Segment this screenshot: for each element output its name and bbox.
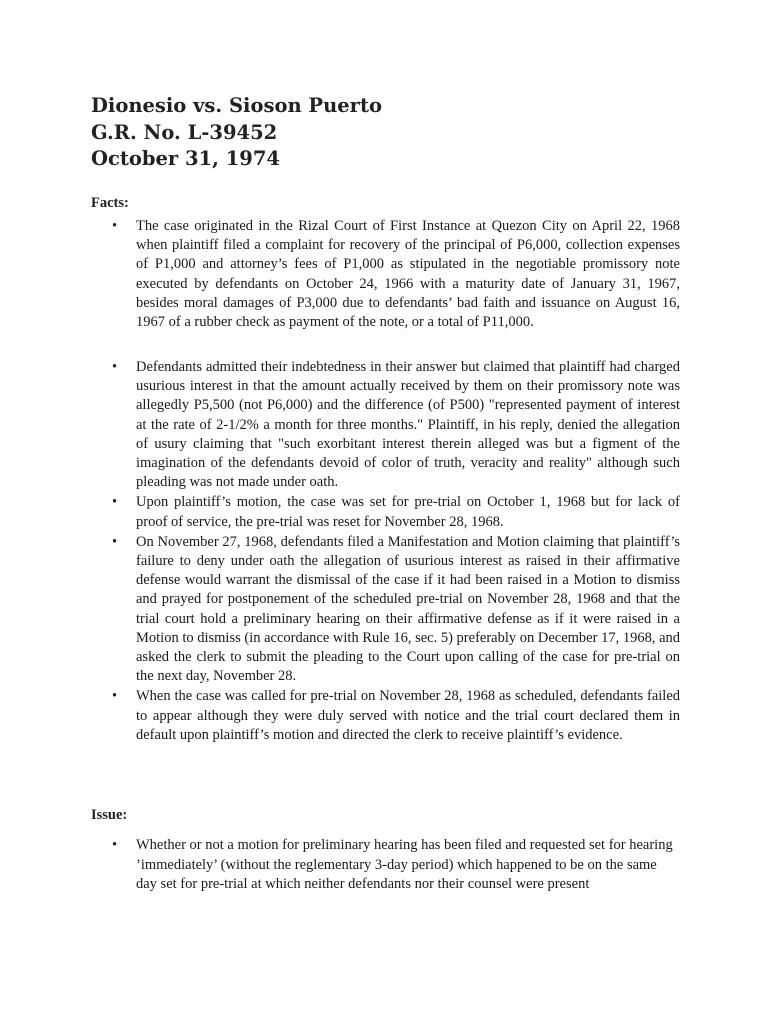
list-item: [0, 836, 680, 895]
case-name: Dionesio vs. Sioson Puerto: [91, 94, 382, 117]
facts-list: [0, 217, 768, 332]
facts-list-continued: [0, 358, 768, 746]
fact-text: Upon plaintiff’s motion, the case was set for pre-trial on October 1, 1968 but for lack of proof of service, the pre-trial was reset for November 28, 1968.: [136, 494, 680, 530]
decision-date: October 31, 1974: [91, 147, 280, 170]
issue-text: Whether or not a motion for preliminary hearing has been filed and requested set for hearing ’immediately’ (without the reglementary 3-day period) which happened to be on the same day set for pre-trial at which neither defendants nor their counsel were present: [136, 837, 673, 892]
list-item: [0, 217, 680, 332]
bullet-icon: •: [112, 688, 118, 705]
bullet-icon: •: [112, 494, 118, 511]
facts-heading: Facts:: [91, 195, 129, 211]
bullet-icon: •: [112, 837, 118, 853]
fact-text: On November 27, 1968, defendants filed a Manifestation and Motion claiming that plaintiff’s failure to deny under oath the allegation of usurious interest as raised in their affirmative defense would warrant the dismissal of the case if it had been raised in a Motion to dismiss and prayed for postponement of the scheduled pre-trial on November 28, 1968 and that the trial court hold a preliminary hearing on their affirmative defense as if it were raised in a Motion to dismiss (in accordance with Rule 16, sec. 5) preferably on December 17, 1968, and asked the clerk to submit the pleading to the Court upon calling of the case for pre-trial on the next day, November 28.: [136, 533, 681, 685]
bullet-icon: •: [112, 218, 118, 234]
case-title-block: [91, 93, 691, 173]
gr-number: G.R. No. L-39452: [91, 120, 278, 144]
list-item: [0, 533, 680, 687]
list-item: [0, 687, 680, 745]
fact-text: When the case was called for pre-trial on November 28, 1968 as scheduled, defendants failed to appear although they were duly served with notice and the trial court declared them in default upon plaintiff’s motion and directed the clerk to receive plaintiff’s evidence.: [136, 688, 680, 743]
list-item: [0, 493, 680, 531]
issue-list: [0, 836, 768, 895]
issue-heading: Issue:: [91, 807, 128, 823]
list-item: [0, 358, 680, 492]
fact-text: The case originated in the Rizal Court of First Instance at Quezon City on April 22, 1968 when plaintiff filed a complaint for recovery of the principal of P6,000, collection expenses of P1,000 and attorney’s fees of P1,000 as stipulated in the negotiable promissory note executed by defendants on October 24, 1966 with a maturity date of January 31, 1967, besides moral damages of P3,000 due to defendants’ bad faith and issuance on August 16, 1967 of a rubber check as payment of the note, or a total of P11,000.: [136, 218, 680, 331]
bullet-icon: •: [112, 359, 118, 375]
fact-text: Defendants admitted their indebtedness in their answer but claimed that plaintiff had charged usurious interest in that the amount actually received by them on their promissory note was allegedly P5,500 (not P6,000) and the difference (of P500) "represented payment of interest at the rate of 2-1/2% a month for three months." Plaintiff, in his reply, denied the allegation of usury claiming that "such exorbitant interest therein alleged was but a figment of the imagination of the defendants devoid of color of truth, veracity and reality" although such pleading was not made under oath.: [136, 359, 680, 491]
bullet-icon: •: [112, 533, 118, 550]
